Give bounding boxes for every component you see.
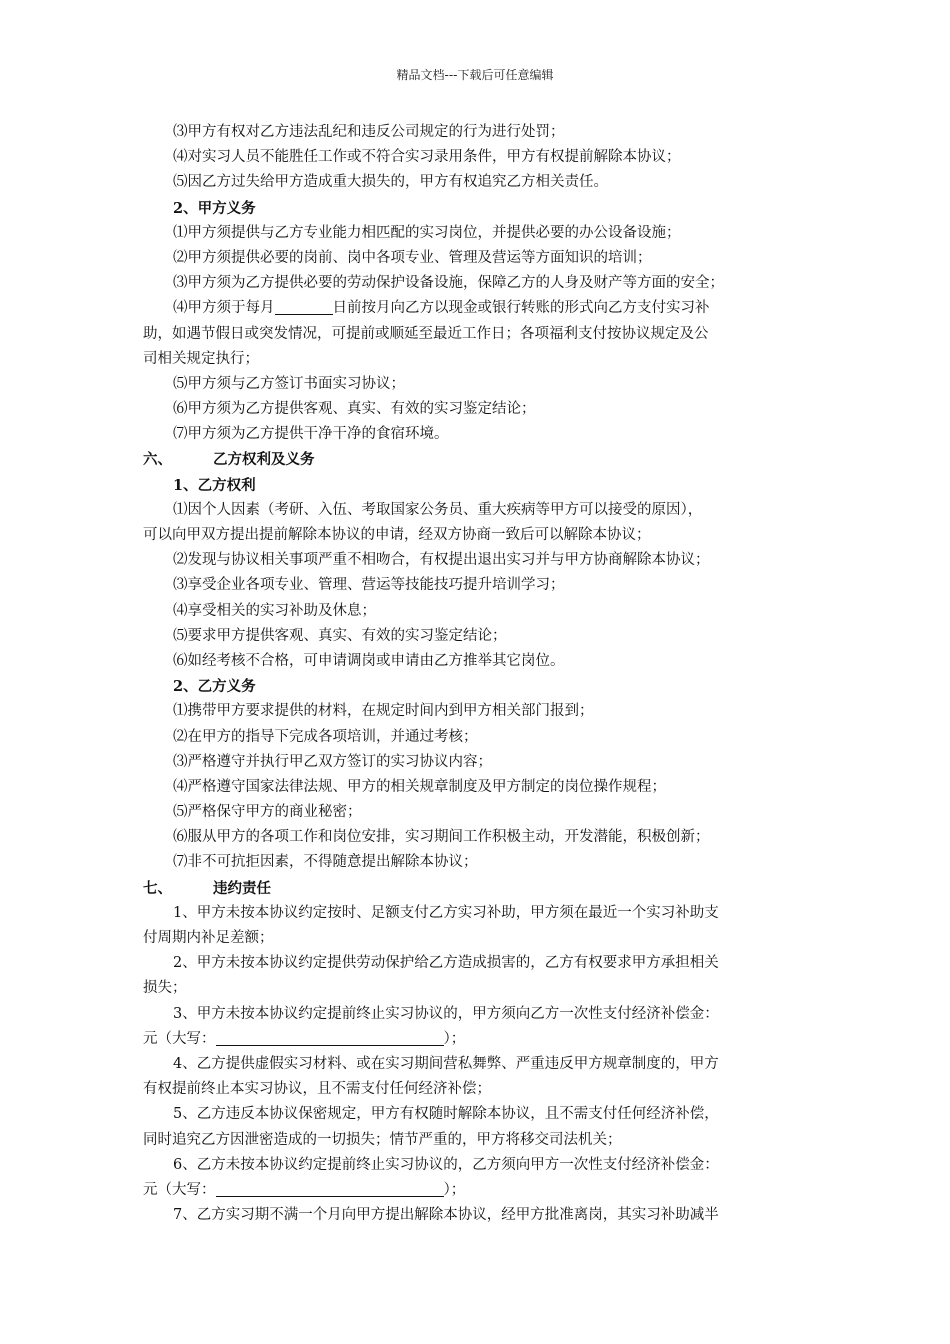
text-line: ⑷享受相关的实习补助及休息； [173, 602, 376, 619]
text-line: ⑶严格遵守并执行甲乙双方签订的实习协议内容； [173, 753, 492, 770]
text-line: ⑴甲方须提供与乙方专业能力相匹配的实习岗位，并提供必要的办公设备设施； [173, 224, 681, 241]
text-line: 有权提前终止本实习协议，且不需支付任何经济补偿； [143, 1081, 491, 1098]
text-line: ⑸因乙方过失给甲方造成重大损失的，甲方有权追究乙方相关责任。 [173, 174, 608, 191]
text-segment: ）； [443, 1030, 466, 1047]
subsection-heading: 2、乙方义务 [173, 678, 256, 696]
text-line: ⑶享受企业各项专业、管理、营运等技能技巧提升培训学习； [173, 577, 565, 594]
document-body [143, 120, 808, 1228]
section-title: 乙方权利及义务 [213, 451, 315, 469]
text-line: ⑷严格遵守国家法律法规、甲方的相关规章制度及甲方制定的岗位操作规程； [173, 778, 666, 795]
text-line: ⑵甲方须提供必要的岗前、岗中各项专业、管理及营运等方面知识的培训； [173, 249, 652, 266]
text-line: ⑵发现与协议相关事项严重不相吻合，有权提出退出实习并与甲方协商解除本协议； [173, 552, 710, 569]
section-number: 七、 [143, 879, 172, 897]
text-line: 7、乙方实习期不满一个月向甲方提出解除本协议，经甲方批准离岗，其实习补助减半 [173, 1207, 719, 1224]
fill-blank [216, 1180, 444, 1197]
text-line: ⑵在甲方的指导下完成各项培训，并通过考核； [173, 728, 478, 745]
text-line: ⑴因个人因素（考研、入伍、考取国家公务员、重大疾病等甲方可以接受的原因）， [173, 501, 703, 518]
text-line: ⑹如经考核不合格，可申请调岗或申请由乙方推举其它岗位。 [173, 652, 565, 669]
text-line: ⑷对实习人员不能胜任工作或不符合实习录用条件，甲方有权提前解除本协议； [173, 149, 681, 166]
page-header: 精品文档---下载后可任意编辑 [396, 68, 554, 82]
section-title: 违约责任 [213, 879, 271, 897]
text-line: ⑹服从甲方的各项工作和岗位安排，实习期间工作积极主动，开发潜能，积极创新； [173, 829, 710, 846]
section-heading [143, 447, 808, 472]
text-line: ⑸要求甲方提供客观、真实、有效的实习鉴定结论； [173, 627, 507, 644]
text-line: 4、乙方提供虚假实习材料、或在实习期间营私舞弊、严重违反甲方规章制度的，甲方 [173, 1055, 719, 1072]
text-segment: 元（大写： [143, 1181, 216, 1198]
text-line: 损失； [143, 980, 187, 997]
text-line [143, 1178, 808, 1203]
text-line: ⑶甲方须为乙方提供必要的劳动保护设备设施，保障乙方的人身及财产等方面的安全； [173, 275, 724, 292]
text-line: 同时追究乙方因泄密造成的一切损失；情节严重的，甲方将移交司法机关； [143, 1131, 622, 1148]
text-line: 付周期内补足差额； [143, 930, 274, 946]
text-segment: 日前按月向乙方以现金或银行转账的形式向乙方支付实习补 [332, 300, 710, 317]
text-line: 助，如遇节假日或突发情况，可提前或顺延至最近工作日；各项福利支付按协议规定及公 [143, 325, 709, 342]
text-segment: ⑷甲方须于每月 [173, 300, 275, 317]
text-line: 3、甲方未按本协议约定提前终止实习协议的，甲方须向乙方一次性支付经济补偿金： [173, 1005, 719, 1022]
text-line: ⑸严格保守甲方的商业秘密； [173, 804, 362, 821]
text-line: ⑴携带甲方要求提供的材料，在规定时间内到甲方相关部门报到； [173, 703, 594, 720]
text-line: 可以向甲双方提出提前解除本协议的申请，经双方协商一致后可以解除本协议； [143, 527, 651, 543]
subsection-heading: 2、甲方义务 [173, 199, 256, 217]
text-line: ⑹甲方须为乙方提供客观、真实、有效的实习鉴定结论； [173, 401, 536, 418]
text-line [143, 1027, 808, 1052]
text-line: 司相关规定执行； [143, 350, 259, 367]
text-line: 6、乙方未按本协议约定提前终止实习协议的，乙方须向甲方一次性支付经济补偿金： [173, 1156, 719, 1173]
section-number: 六、 [143, 451, 172, 469]
text-line: ⑺甲方须为乙方提供干净干净的食宿环境。 [173, 426, 449, 443]
section-heading [143, 876, 808, 901]
text-line: ⑺非不可抗拒因素，不得随意提出解除本协议； [173, 854, 478, 871]
text-segment: 元（大写： [143, 1030, 216, 1047]
fill-blank [216, 1029, 444, 1046]
text-line: ⑸甲方须与乙方签订书面实习协议； [173, 375, 405, 392]
fill-blank [275, 298, 333, 315]
text-line [143, 296, 808, 321]
text-line: ⑶甲方有权对乙方违法乱纪和违反公司规定的行为进行处罚； [173, 124, 565, 140]
text-line: 1、甲方未按本协议约定按时、足额支付乙方实习补助，甲方须在最近一个实习补助支 [173, 904, 719, 921]
text-segment: ）； [443, 1181, 466, 1198]
text-line: 5、乙方违反本协议保密规定，甲方有权随时解除本协议，且不需支付任何经济补偿， [173, 1106, 719, 1123]
subsection-heading: 1、乙方权利 [173, 476, 256, 494]
text-line: 2、甲方未按本协议约定提供劳动保护给乙方造成损害的，乙方有权要求甲方承担相关 [173, 955, 719, 972]
